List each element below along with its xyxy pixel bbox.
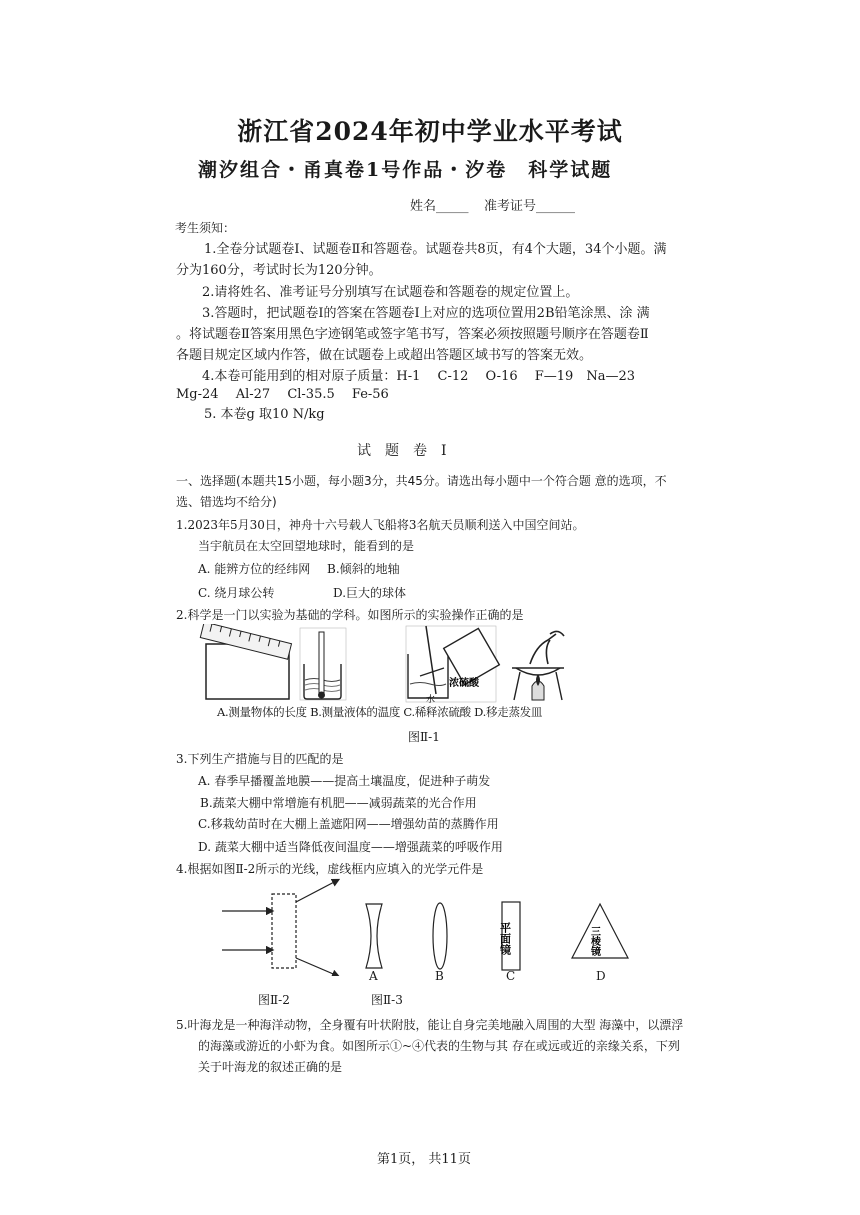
q3-stem: 3.下列生产措施与目的匹配的是 (176, 752, 344, 766)
q4-light-path-figure (214, 876, 354, 976)
convex-lens-icon (433, 903, 447, 969)
q4-figure-2-label: 图Ⅱ-2 (258, 993, 290, 1007)
acid-label: 浓硫酸 (449, 678, 479, 689)
notice-item-4-line1: 4.本卷可能用到的相对原子质量：H-1 C-12 O-16 F—19 Na—23 (202, 369, 635, 384)
page-number: 第1页， 共11页 (377, 1152, 471, 1167)
q5-stem: 5.叶海龙是一种海洋动物，全身覆有叶状附肢，能让自身完美地融入周围的大型 海藻中，以漂浮的海藻或游近的小虾为食。如图所示①~④代表的生物与其 存在或远或近的亲缘关系，下列关于叶海龙的叙述正确的是 (176, 1018, 684, 1074)
q4-figure-3-label: 图Ⅱ-3 (371, 993, 403, 1007)
q4-options-figure (360, 896, 640, 976)
prism-label: 三棱镜 (588, 926, 600, 956)
q4-option-d-label: D (596, 969, 606, 983)
q2-figure (198, 624, 598, 704)
q3-option-c: C.移栽幼苗时在大棚上盖遮阳网——增强幼苗的蒸腾作用 (198, 817, 499, 831)
section-title: 试 题 卷 I (357, 443, 447, 459)
q4-option-c-label: C (506, 969, 516, 983)
experiment-d-evaporation-illustration (512, 631, 564, 700)
notice-heading: 考生须知： (175, 221, 236, 235)
q4-stem: 4.根据如图Ⅱ-2所示的光线，虚线框内应填入的光学元件是 (176, 862, 484, 876)
concave-lens-icon (366, 904, 382, 968)
section-instructions: 一、选择题(本题共15小题，每小题3分，共45分。请选出每小题中一个符合题 意的选项，不选、错选均不给分) (176, 474, 667, 509)
q1-option-b: B.倾斜的地轴 (327, 562, 400, 576)
q1-option-d: D.巨大的球体 (333, 586, 407, 600)
notice-item-2: 2.请将姓名、准考证号分别填写在试题卷和答题卷的规定位置上。 (202, 285, 579, 300)
notice-item-1: 1.全卷分试题卷Ⅰ、试题卷Ⅱ和答题卷。试题卷共8页，有4个大题，34个小题。满分为160分，考试时长为120分钟。 (176, 242, 667, 278)
experiment-b-thermometer-illustration (300, 628, 346, 700)
q4-option-a-label: A (369, 969, 378, 983)
notice-item-4-line2: Mg-24 Al-27 Cl-35.5 Fe-56 (176, 387, 389, 402)
page-subtitle: 潮汐组合・甬真卷1号作品・汐卷 科学试题 (198, 159, 613, 181)
q2-captions: A.测量物体的长度 B.测量液体的温度 C.稀释浓硫酸 D.移走蒸发皿 (217, 705, 543, 719)
prism-icon (572, 904, 628, 958)
notice-item-5: 5. 本卷g 取10 N/kg (204, 407, 325, 422)
name-field-label: 姓名_____ (410, 199, 469, 214)
q2-stem: 2.科学是一门以实验为基础的学科。如图所示的实验操作正确的是 (176, 608, 524, 622)
q3-option-d: D. 蔬菜大棚中适当降低夜间温度——增强蔬菜的呼吸作用 (198, 840, 503, 854)
q2-figure-label: 图Ⅱ-1 (408, 730, 440, 744)
q3-option-b: B.蔬菜大棚中常增施有机肥——减弱蔬菜的光合作用 (200, 796, 477, 810)
q4-option-b-label: B (435, 969, 444, 983)
q1-stem-line1: 1.2023年5月30日，神舟十六号载人飞船将3名航天员顺利送入中国空间站。 (176, 518, 585, 532)
experiment-c-dilution-illustration (406, 626, 499, 704)
id-field-label: 准考证号______ (484, 199, 576, 214)
q1-option-c: C. 绕月球公转 (198, 586, 275, 600)
experiment-a-ruler-illustration (200, 624, 291, 699)
plane-mirror-icon (499, 902, 521, 970)
water-label: 水 (426, 695, 436, 704)
mirror-label: 平面镜 (498, 922, 512, 955)
q1-option-a: A. 能辨方位的经纬网 (198, 562, 311, 576)
q1-stem-line2: 当宇航员在太空回望地球时，能看到的是 (198, 539, 415, 553)
q3-option-a: A. 春季早播覆盖地膜——提高土壤温度，促进种子萌发 (198, 774, 491, 788)
page-title: 浙江省2024年初中学业水平考试 (237, 117, 623, 146)
notice-item-3: 3.答题时，把试题卷Ⅰ的答案在答题卷Ⅰ上对应的选项位置用2B铅笔涂黑、涂 满 。将试题卷Ⅱ答案用黑色字迹钢笔或签字笔书写，答案必须按照题号顺序在答题卷Ⅱ各题目规定区域内作答，做在试题卷上或超出答题区域书写的答案无效。 (176, 306, 650, 363)
